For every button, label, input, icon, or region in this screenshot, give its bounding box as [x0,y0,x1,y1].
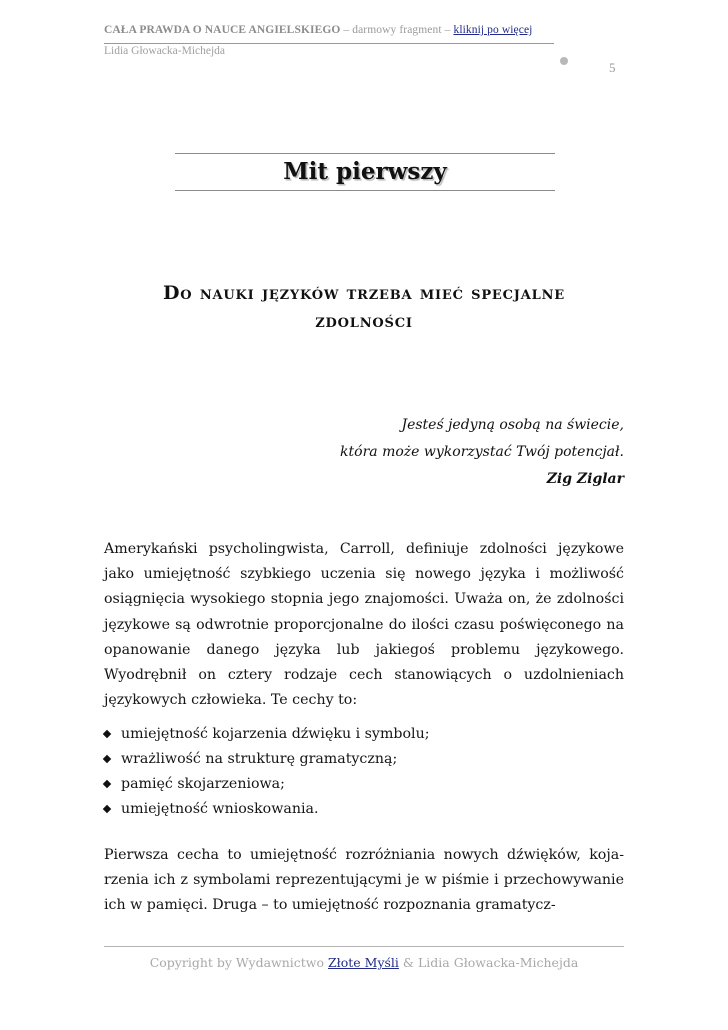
title-rule-bottom [175,190,555,191]
header-book-line [104,24,554,36]
section-heading [104,279,624,335]
page-header [104,24,554,57]
diamond-bullet-icon [103,755,111,763]
list-item-text: umiejętność kojarzenia dźwięku i symbolu; [121,726,430,742]
list-item [104,772,624,797]
header-book-title: CAŁA PRAWDA O NAUCE ANGIELSKIEGO [104,24,341,36]
title-rule-top [175,153,555,154]
diamond-bullet-icon [103,805,111,813]
diamond-bullet-icon [103,730,111,738]
footer-copyright-prefix: Copyright by Wydawnictwo [149,955,328,970]
trait-list [104,722,624,822]
footer-rule [104,946,624,947]
header-fragment-text: – darmowy fragment – [340,24,454,36]
list-item-text: pamięć skojarzeniowa; [121,776,285,792]
epigraph [104,412,624,466]
list-item-text: wrażliwość na strukturę gramatyczną; [121,751,398,767]
epigraph-line1: Jesteś jedyną osobą na świecie, [401,417,624,433]
header-rule [104,43,554,44]
body-paragraph-2: Pierwsza cecha to umiejętność rozróżniania nowych dźwięków, kojarzenia ich z symbolami reprezentującymi je w piśmie i przechowywanie ich w pamięci. Druga – to umiejętność rozpoznania gramatycz- [104,847,624,914]
header-dot-icon [560,57,568,65]
footer-publisher-link[interactable]: Złote Myśli [328,955,399,970]
header-author: Lidia Głowacka-Michejda [104,45,226,57]
section-heading-line2: zdolności [315,310,413,332]
epigraph-author: Zig Ziglar [546,471,624,487]
diamond-bullet-icon [103,780,111,788]
epigraph-line2: która może wykorzystać Twój potencjał. [340,444,624,460]
footer-copyright-suffix: & Lidia Głowacka-Michejda [398,955,579,970]
list-item [104,722,624,747]
body-paragraph-1: Amerykański psycholingwista, Carroll, definiuje zdolności językowe jako umiejętność szybkiego uczenia się nowego języka i możliwość osiągnięcia wysokiego stopnia jego znajomości. Uważa on, że zdolności językowe są odwrotnie proporcjonalne do ilości czasu poświęconego na opanowanie danego języka lub jakiegoś problemu językowego. Wyodrębnił on cztery rodzaje cech stanowiących o uzdolnieniach językowych człowieka. Te cechy to: [104,541,624,709]
page-footer [104,955,624,970]
section-heading-line1: Do nauki języków trzeba mieć specjalne [163,282,565,304]
chapter-title: Mit pierwszy [283,158,447,185]
list-item-text: umiejętność wnioskowania. [121,801,319,817]
header-more-link[interactable]: kliknij po więcej [453,24,533,36]
list-item [104,747,624,772]
list-item [104,797,624,822]
page-number: 5 [609,60,616,75]
